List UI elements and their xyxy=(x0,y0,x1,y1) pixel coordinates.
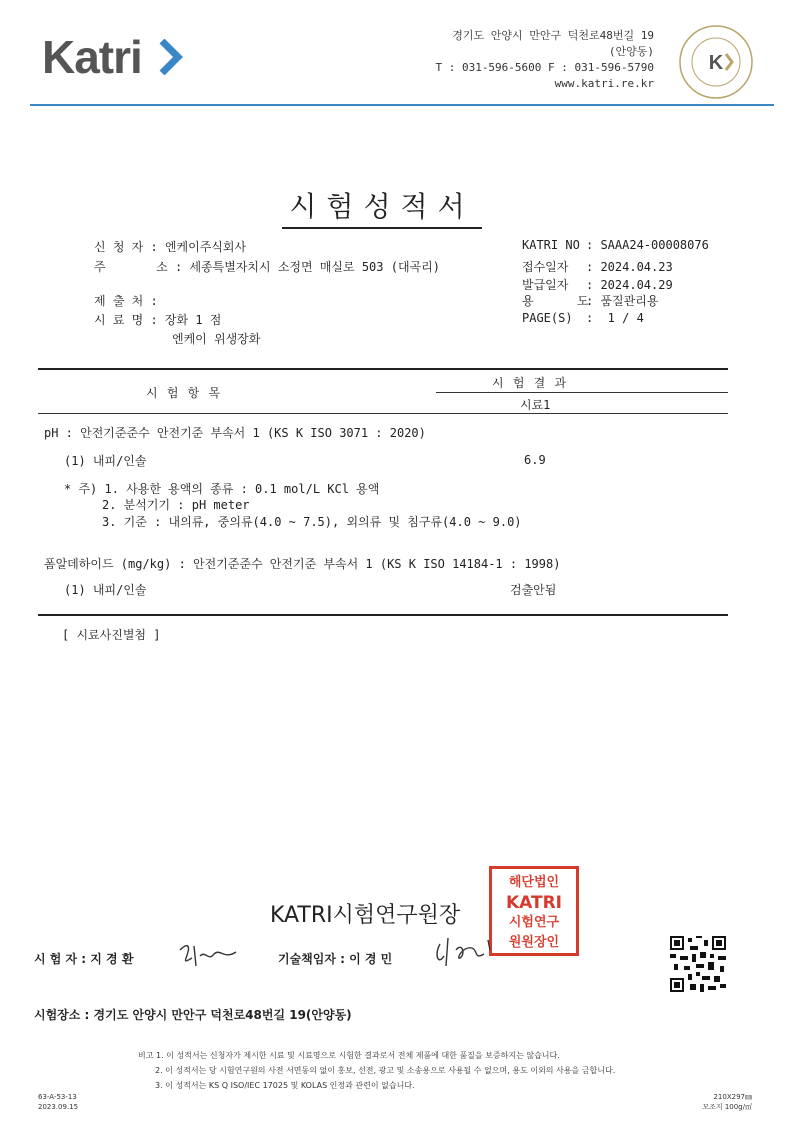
page-row: PAGE(S) : 1 / 4 xyxy=(522,311,644,325)
col-header-sample: 시료1 xyxy=(520,398,551,412)
table-top-rule xyxy=(38,368,728,370)
issue-date-row: 발급일자 : 2024.04.29 xyxy=(522,278,673,292)
kolas-seal-icon xyxy=(678,24,754,100)
sample-row: 시 료 명 : 장화 1 점 xyxy=(94,313,222,327)
result-header-rule xyxy=(436,392,728,393)
ph-note-3: 3. 기준 : 내의류, 중의류(4.0 ~ 7.5), 외의류 및 침구류(4.0 ~ 9.0) xyxy=(102,515,522,529)
paper-spec: 210X297㎜ 모조지 100g/㎡ xyxy=(702,1093,752,1111)
official-seal: 해단법인 KATRI 시험연구 원원장인 xyxy=(489,866,579,956)
address-line2: (안양동) xyxy=(608,45,654,58)
footnote-2: 2. 이 성적서는 당 시험연구원의 사전 서면동의 없이 홍보, 선전, 광고 및 소송용으로 사용될 수 없으며, 용도 이외의 사용을 금합니다. xyxy=(155,1066,616,1075)
client-address: 세종특별자치시 소정면 매실로 503 (대곡리) xyxy=(189,260,440,274)
formaldehyde-test-item: (1) 내피/인솔 xyxy=(64,583,147,597)
institute-name: KATRI시험연구원장 xyxy=(270,903,461,928)
ph-test-title: pH : 안전기준준수 안전기준 부속서 1 (KS K ISO 3071 : 2020) xyxy=(44,426,426,440)
client-name-row: 신 청 자 : 엔케이주식회사 xyxy=(94,240,247,254)
test-location: 시험장소 : 경기도 안양시 만안구 덕천로48번길 19(안양동) xyxy=(34,1008,352,1022)
formaldehyde-test-value: 검출안됨 xyxy=(510,583,557,597)
sample-count: 장화 1 점 xyxy=(164,313,222,327)
header-address xyxy=(435,28,654,92)
katri-logo: Katri xyxy=(42,30,184,84)
tech-manager-label: 기술책임자 : 이 경 민 xyxy=(278,952,393,966)
website: www.katri.re.kr xyxy=(554,77,654,90)
usage-row: 용 도: 품질관리용 xyxy=(522,294,659,308)
ph-test-item: (1) 내피/인솔 xyxy=(64,454,147,468)
table-bottom-rule xyxy=(38,614,728,616)
tester-label: 시 험 자 : 지 경 환 xyxy=(34,952,134,966)
header-divider xyxy=(30,104,774,106)
svg-text:K: K xyxy=(708,52,724,74)
client-address-row: 주 소 : 세종특별자치시 소정면 매실로 503 (대곡리) xyxy=(94,260,440,274)
ph-note-1: * 주) 1. 사용한 용액의 종류 : 0.1 mol/L KCl 용액 xyxy=(64,482,380,496)
ph-test-value: 6.9 xyxy=(524,453,546,467)
submit-row: 제 출 처 : xyxy=(94,294,158,308)
contact: T : 031-596-5600 F : 031-596-5790 xyxy=(435,61,654,74)
ph-note-2: 2. 분석기기 : pH meter xyxy=(102,498,250,512)
katri-no-row: KATRI NO : SAAA24-00008076 xyxy=(522,238,709,252)
footnotes xyxy=(138,1048,615,1093)
tester-signature-icon xyxy=(176,936,240,970)
footnote-3: 3. 이 성적서는 KS Q ISO/IEC 17025 및 KOLAS 인정과 관련이 없습니다. xyxy=(155,1081,415,1090)
tech-manager-signature-icon xyxy=(432,932,500,972)
form-code: 63-A-53-13 2023.09.15 xyxy=(38,1093,79,1111)
page-title: 시험성적서 xyxy=(282,185,482,229)
col-header-item: 시 험 항 목 xyxy=(146,386,222,400)
received-date-row: 접수일자 : 2024.04.23 xyxy=(522,260,673,274)
footnote-1: 비고 1. 이 성적서는 신청자가 제시한 시료 및 시료명으로 시험한 결과로서 전체 제품에 대한 품질을 보증하지는 않습니다. xyxy=(138,1051,560,1060)
formaldehyde-test-title: 폼알데하이드 (mg/kg) : 안전기준준수 안전기준 부속서 1 (KS K ISO 14184-1 : 1998) xyxy=(44,557,561,571)
col-header-result: 시 험 결 과 xyxy=(492,376,568,390)
address-line1: 경기도 안양시 만안구 덕천로48번길 19 xyxy=(452,29,654,42)
qr-code-icon xyxy=(670,936,726,992)
photo-note: [ 시료사진별첨 ] xyxy=(62,628,161,642)
chevron-right-icon xyxy=(158,39,184,75)
sample-name: 엔케이 위생장화 xyxy=(172,332,261,346)
client-name: 엔케이주식회사 xyxy=(164,240,247,254)
table-header-rule xyxy=(38,413,728,414)
